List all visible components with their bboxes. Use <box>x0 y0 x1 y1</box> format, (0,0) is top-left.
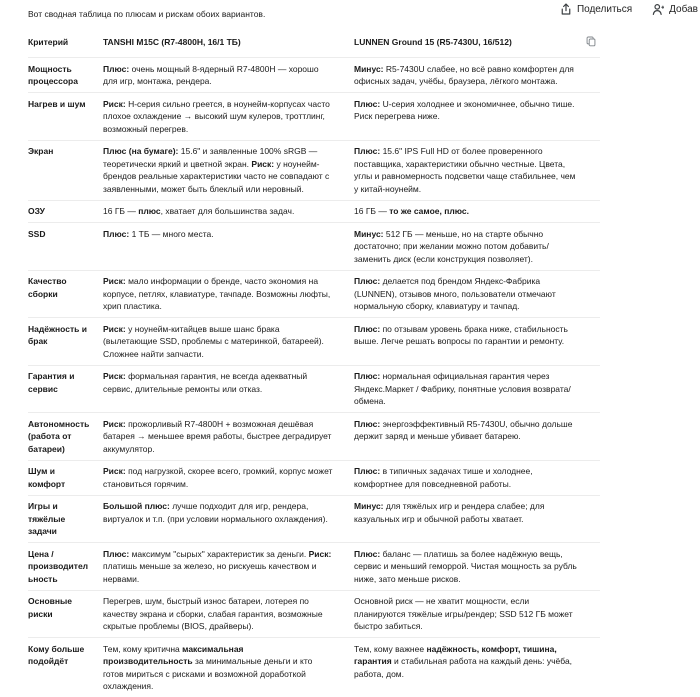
tanshi-cell: Большой плюс: лучше подходит для игр, рендера, виртуалок и т.п. (при условии нормального охлаждения). <box>103 495 354 543</box>
table-row <box>28 638 600 697</box>
add-button-label: Добав <box>669 4 698 15</box>
table-row <box>28 223 600 271</box>
tanshi-cell: Риск: прожорливый R7-4800H + возможная дешёвая батарея → меньшее время работы, быстрее деградирует аккумулятор. <box>103 413 354 461</box>
spacer-cell <box>586 495 600 543</box>
spacer-cell <box>586 93 600 141</box>
criterion-cell: ОЗУ <box>28 200 103 223</box>
spacer-cell <box>586 460 600 495</box>
tanshi-cell: Перегрев, шум, быстрый износ батареи, лотерея по качеству экрана и сборки, слабая гарантия, возможные скрытые проблемы (BIOS, драйверы). <box>103 590 354 638</box>
lunnen-cell: Минус: R5-7430U слабее, но всё равно комфортен для офисных задач, учёбы, браузера, лёгкого монтажа. <box>354 58 586 93</box>
table-row <box>28 413 600 461</box>
table-row <box>28 318 600 366</box>
tanshi-cell: Риск: под нагрузкой, скорее всего, громкий, корпус может становиться горячим. <box>103 460 354 495</box>
tanshi-cell: Риск: H-серия сильно греется, в ноунейм-корпусах часто плохое охлаждение → высокий шум кулеров, троттлинг, возможный перегрев. <box>103 93 354 141</box>
lunnen-cell: Плюс: 15.6" IPS Full HD от более проверенного поставщика, характеристики обычно честные. Цвета, углы и равномерность подсветки чаще стабильнее, чем у китай-ноунейм. <box>354 140 586 200</box>
spacer-cell <box>586 543 600 591</box>
person-add-icon <box>652 3 664 16</box>
table-row <box>28 590 600 638</box>
criterion-cell: Нагрев и шум <box>28 93 103 141</box>
table-row <box>28 200 600 223</box>
criterion-cell: Экран <box>28 140 103 200</box>
tanshi-cell: 16 ГБ — плюс, хватает для большинства задач. <box>103 200 354 223</box>
criterion-cell: Шум и комфорт <box>28 460 103 495</box>
lunnen-cell: Минус: 512 ГБ — меньше, но на старте обычно достаточно; при желании можно потом добавить/заменить диск (если конструкция позволяет). <box>354 223 586 271</box>
criterion-cell: Мощность процессора <box>28 58 103 93</box>
lunnen-cell: Основной риск — не хватит мощности, если планируются тяжёлые игры/рендер; SSD 512 ГБ может быстро забиться. <box>354 590 586 638</box>
topbar-actions <box>560 3 698 16</box>
copy-icon <box>586 39 596 49</box>
criterion-cell: Цена / производительность <box>28 543 103 591</box>
share-button-label: Поделиться <box>577 4 632 15</box>
tanshi-cell: Плюс (на бумаге): 15.6" и заявленные 100% sRGB — теоретически яркий и цветной экран. Риск: у ноунейм-брендов реальные характеристики часто не совпадают с заявленными, может быть блеклый или неровный. <box>103 140 354 200</box>
table-row <box>28 140 600 200</box>
criterion-cell: Игры и тяжёлые задачи <box>28 495 103 543</box>
lunnen-cell: Плюс: нормальная официальная гарантия через Яндекс.Маркет / Фабрику, понятные условия возврата/обмена. <box>354 365 586 413</box>
table-header-row <box>28 30 600 58</box>
lunnen-cell: Плюс: по отзывам уровень брака ниже, стабильность выше. Легче решать вопросы по гарантии и ремонту. <box>354 318 586 366</box>
tanshi-cell: Плюс: очень мощный 8-ядерный R7-4800H — хорошо для игр, монтажа, рендера. <box>103 58 354 93</box>
criterion-cell: Автономность (работа от батареи) <box>28 413 103 461</box>
criterion-cell: Кому больше подойдёт <box>28 638 103 697</box>
table-row <box>28 93 600 141</box>
spacer-cell <box>586 140 600 200</box>
lunnen-cell: Плюс: в типичных задачах тише и холоднее, комфортнее для повседневной работы. <box>354 460 586 495</box>
add-button[interactable] <box>652 3 698 16</box>
lunnen-cell: Плюс: энергоэффективный R5-7430U, обычно дольше держит заряд и меньше убивает батарею. <box>354 413 586 461</box>
spacer-cell <box>586 413 600 461</box>
criterion-cell: Гарантия и сервис <box>28 365 103 413</box>
table-row <box>28 365 600 413</box>
spacer-cell <box>586 223 600 271</box>
table-row <box>28 495 600 543</box>
spacer-cell <box>586 58 600 93</box>
column-header-lunnen: LUNNEN Ground 15 (R5-7430U, 16/512) <box>354 30 586 58</box>
spacer-cell <box>586 365 600 413</box>
tanshi-cell: Риск: мало информации о бренде, часто экономия на корпусе, петлях, клавиатуре, тачпаде. Возможны люфты, хрип пластика. <box>103 270 354 318</box>
lunnen-cell: Плюс: делается под брендом Яндекс-Фабрика (LUNNEN), отзывов много, пользователи отмечают нормальную сборку, клавиатуру и тачпад. <box>354 270 586 318</box>
spacer-cell <box>586 200 600 223</box>
table-row <box>28 58 600 93</box>
table-row <box>28 460 600 495</box>
spacer-cell <box>586 318 600 366</box>
tanshi-cell: Риск: формальная гарантия, не всегда адекватный сервис, длительные ремонты или отказ. <box>103 365 354 413</box>
tanshi-cell: Плюс: максимум "сырых" характеристик за деньги. Риск: платишь меньше за железо, но рискуешь качеством и нервами. <box>103 543 354 591</box>
lunnen-cell: Тем, кому важнее надёжность, комфорт, тишина, гарантия и стабильная работа на каждый день: учёба, работа, дом. <box>354 638 586 697</box>
spacer-cell <box>586 270 600 318</box>
column-header-criterion: Критерий <box>28 30 103 58</box>
lunnen-cell: Минус: для тяжёлых игр и рендера слабее; для казуальных игр и обычной работы хватает. <box>354 495 586 543</box>
criterion-cell: Основные риски <box>28 590 103 638</box>
tanshi-cell: Тем, кому критична максимальная производительность за минимальные деньги и кто готов мириться с рисками и возможной доработкой охлаждения. <box>103 638 354 697</box>
intro-text: Вот сводная таблица по плюсам и рискам обоих вариантов. <box>28 8 700 20</box>
table-row <box>28 270 600 318</box>
criterion-cell: SSD <box>28 223 103 271</box>
share-button[interactable] <box>560 3 632 16</box>
spacer-cell <box>586 590 600 638</box>
criterion-cell: Надёжность и брак <box>28 318 103 366</box>
share-icon <box>560 3 572 16</box>
criterion-cell: Качество сборки <box>28 270 103 318</box>
comparison-table <box>28 30 600 697</box>
tanshi-cell: Риск: у ноунейм-китайцев выше шанс брака (вылетающие SSD, проблемы с материнкой, батареей). Сложнее найти запчасти. <box>103 318 354 366</box>
tanshi-cell: Плюс: 1 ТБ — много места. <box>103 223 354 271</box>
table-row <box>28 543 600 591</box>
lunnen-cell: Плюс: U-серия холоднее и экономичнее, обычно тише. Риск перегрева ниже. <box>354 93 586 141</box>
copy-table-button[interactable] <box>586 30 600 58</box>
table-body <box>28 58 600 697</box>
lunnen-cell: Плюс: баланс — платишь за более надёжную вещь, сервис и меньший геморрой. Чистая мощность за рубль ниже, зато меньше рисков. <box>354 543 586 591</box>
spacer-cell <box>586 638 600 697</box>
lunnen-cell: 16 ГБ — то же самое, плюс. <box>354 200 586 223</box>
column-header-tanshi: TANSHI M15C (R7-4800H, 16/1 ТБ) <box>103 30 354 58</box>
